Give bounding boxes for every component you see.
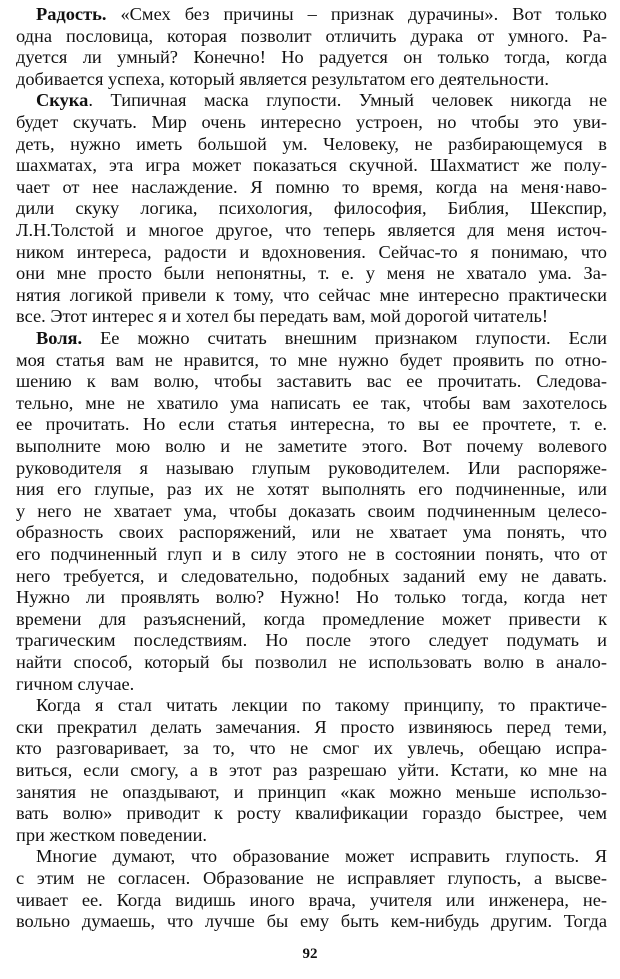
text-line: с этим не согласен. Образование не исправляет глупость, а высве-: [16, 868, 607, 888]
text-line: все. Этот интерес я и хотел бы передать вам, мой дорогой читатель!: [16, 306, 549, 327]
text-line: вольно думаешь, что лучше бы ему быть кем-нибудь другим. Тогда: [16, 911, 607, 932]
text-line: Скука. Типичная маска глупости. Умный человек никогда не: [36, 90, 607, 111]
text-line: Многие думают, что образование может исправить глупость. Я: [36, 846, 607, 867]
text-line: времени для разъяснений, когда промедление может привести к: [16, 608, 607, 629]
text-line: деть, нужно иметь большой ум. Человеку, не разбирающемуся в: [16, 133, 607, 154]
page-number: 92: [302, 946, 318, 962]
text-line: при жестком поведении.: [16, 824, 208, 845]
text-line: дили скуку логика, психология, философия, Библия, Шекспир,: [16, 198, 607, 219]
heading-radost: Радость.: [36, 4, 107, 24]
heading-volya: Воля.: [36, 328, 83, 348]
text-line: гичном случае.: [16, 673, 135, 694]
text-line: шахматах, эта игра может показаться скучной. Шахматист же полу-: [16, 155, 607, 176]
text-line: у него не хватает ума, чтобы доказать своим подчиненным целесо-: [16, 500, 607, 521]
text-line: будет скучать. Мир очень интересно устроен, но чтобы это уви-: [16, 112, 607, 132]
text-line: ее прочитать. Но если статья интересна, то вы ее прочтете, т. е.: [16, 414, 607, 435]
text-line: Воля. Ее можно считать внешним признаком глупости. Если: [36, 328, 607, 348]
text-line: него требуется, и следовательно, подобных заданий ему не давать.: [16, 565, 607, 586]
text-line: они мне просто были непонятны, т. е. у меня не хватало ума. За-: [16, 263, 607, 284]
text-line: дуется ли умный? Конечно! Но радуется он только тогда, когда: [16, 47, 607, 68]
text-line: ния его глупые, раз их не хотят выполнять его подчиненные, или: [16, 479, 607, 500]
text-line: добивается успеха, который является результатом его деятельности.: [16, 68, 549, 89]
text-line: ски прекратил делать замечания. Я просто извиняюсь перед теми,: [16, 716, 607, 737]
text-line: вать волю» приводит к росту квалификации гораздо быстрее, чем: [16, 803, 607, 824]
heading-skuka: Скука: [36, 90, 89, 111]
text-line: ником интереса, радости и вдохновения. Сейчас-то я понимаю, что: [16, 241, 607, 262]
text-line: выполните мою волю и не заметите этого. Вот почему волевого: [16, 436, 607, 456]
text-line: занятия не опаздывают, и принцип «как можно меньше использо-: [16, 781, 607, 802]
text-line: образность своих распоряжений, или не хватает ума понять, что: [16, 522, 607, 543]
text-line: руководителя я называю глупым руководителем. Или распоряже-: [16, 457, 607, 478]
text-line: трагическим последствиям. Но после этого следует подумать и: [16, 630, 607, 651]
text-line: шению к вам волю, чтобы заставить вас ее прочитать. Следова-: [16, 371, 607, 392]
text-line: его подчиненный глуп и в силу этого не в состоянии понять, что от: [16, 544, 607, 564]
text-line: моя статья вам не нравится, то мне нужно будет проявить по отно-: [16, 349, 607, 370]
text-line: Нужно ли проявлять волю? Нужно! Но только тогда, когда нет: [16, 587, 607, 608]
text-line: чивает ее. Когда видишь иного врача, учителя или инженера, не-: [16, 889, 607, 910]
text-line: нятия логикой привели к тому, что сейчас мне интересно практически: [16, 284, 607, 305]
text-line: найти способ, который бы позволил не использовать волю в анало-: [16, 652, 607, 672]
text-line: кто разговаривает, за то, что не смог их увлечь, обещаю испра-: [16, 738, 607, 759]
text-line: виться, если смогу, а в этот раз разрешаю уйти. Кстати, ко мне на: [16, 760, 607, 780]
text-line: Радость. «Смех без причины – признак дурачины». Вот только: [36, 4, 607, 24]
text-line: одна пословица, которая позволит отличить дурака от умного. Ра-: [16, 25, 607, 46]
text-line: чает от нее наслаждение. Я помню то время, когда на меня·наво-: [16, 176, 607, 197]
text-line: Когда я стал читать лекции по такому принципу, то практиче-: [36, 695, 607, 716]
text-line: тельно, мне не хватило ума написать ее так, чтобы вам захотелось: [16, 392, 607, 413]
text-line: Л.Н.Толстой и многое другое, что теперь является для меня источ-: [16, 220, 607, 240]
